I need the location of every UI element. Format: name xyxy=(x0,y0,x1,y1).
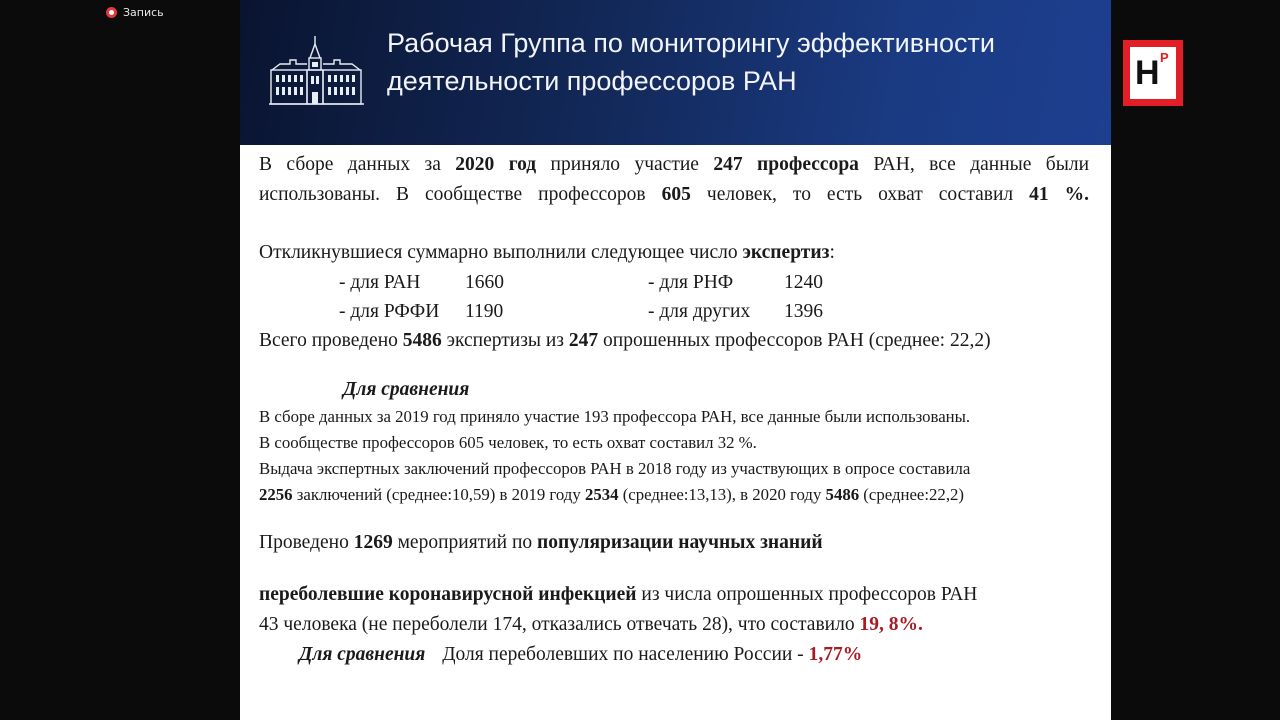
recording-indicator xyxy=(106,6,164,19)
text-run: В сборе данных за xyxy=(259,154,456,175)
comparison-heading: Для сравнения xyxy=(343,379,470,400)
presentation-slide xyxy=(240,0,1111,720)
expertise-label: - для РНФ xyxy=(648,272,734,293)
expertise-value: 1396 xyxy=(784,301,823,322)
channel-logo xyxy=(1123,40,1183,106)
bold-text-run: 247 профессора xyxy=(713,154,859,175)
russia-comparison-line xyxy=(299,640,1089,670)
bold-text-run: 605 xyxy=(661,184,691,205)
text-run: экспертизы из xyxy=(441,330,569,351)
expertise-label: - для РАН xyxy=(339,272,421,293)
comparison-line: В сообществе профессоров 605 человек, то есть охват составил 32 %. xyxy=(259,433,757,452)
comparison-line xyxy=(259,482,1089,508)
bold-text-run: 5486 xyxy=(402,330,442,351)
comparison-label: Для сравнения xyxy=(299,644,426,665)
bold-text-run: 2256 xyxy=(259,485,293,504)
expertise-total-line xyxy=(259,326,1089,356)
russia-percent: 1,77% xyxy=(808,644,863,665)
text-run: мероприятий по xyxy=(392,532,538,553)
expertise-intro xyxy=(259,238,1089,268)
slide-header xyxy=(240,0,1111,145)
bold-text-run: 5486 xyxy=(825,485,860,504)
text-run: РАН, все данные были xyxy=(858,154,1090,175)
text-run: опрошенных профессоров РАН (среднее: 22,2) xyxy=(598,330,991,351)
record-icon xyxy=(106,7,117,18)
text-run: использованы. В сообществе профессоров xyxy=(259,184,662,205)
slide-title-line: деятельности профессоров РАН xyxy=(387,66,797,96)
bold-text-run: 247 xyxy=(568,330,599,351)
recording-label: Запись xyxy=(123,6,164,19)
expertise-row xyxy=(259,268,1089,297)
expertise-label: - для РФФИ xyxy=(339,301,440,322)
expertise-value: 1190 xyxy=(465,301,504,322)
covid-percent: 19, 8%. xyxy=(859,614,923,635)
text-run: Всего проведено xyxy=(259,330,403,351)
text-run: : xyxy=(829,242,835,263)
bold-text-run: 41 %. xyxy=(1029,184,1089,205)
bold-text-run: экспертиз xyxy=(742,242,830,263)
bold-text-run: 1269 xyxy=(353,532,393,553)
text-run: человек, то есть охват составил xyxy=(690,184,1030,205)
slide-title xyxy=(387,24,995,100)
logo-superscript: P xyxy=(1160,50,1169,65)
data-collection-line xyxy=(259,150,1089,180)
text-run: приняло участие xyxy=(536,154,714,175)
bold-text-run: 2020 год xyxy=(455,154,537,175)
expertise-value: 1240 xyxy=(784,272,823,293)
comparison-line: Выдача экспертных заключений профессоров РАН в 2018 году из участвующих в опросе составила xyxy=(259,459,971,478)
russia-comparison-text: Доля переболевших по населению России - xyxy=(442,644,804,665)
comparison-line: В сборе данных за 2019 год приняло участие 193 профессора РАН, все данные были использованы. xyxy=(259,407,971,426)
text-run: из числа опрошенных профессоров РАН xyxy=(636,584,978,605)
text-run: Откликнувшиеся суммарно выполнили следующее число xyxy=(259,242,743,263)
expertise-label: - для других xyxy=(648,301,751,322)
text-run: (среднее:13,13), в 2020 году xyxy=(618,485,826,504)
bold-text-run: 2534 xyxy=(584,485,619,504)
logo-letter: H xyxy=(1135,54,1160,92)
slide-title-line: Рабочая Группа по мониторингу эффективности xyxy=(387,28,995,58)
expertise-row xyxy=(259,297,1089,326)
covid-text: 43 человека (не переболели 174, отказались отвечать 28), что составило xyxy=(259,614,855,635)
covid-line xyxy=(259,610,1089,640)
coverage-line xyxy=(259,180,1089,210)
covid-line xyxy=(259,580,1089,610)
academy-building-icon xyxy=(268,34,366,106)
expertise-value: 1660 xyxy=(465,272,504,293)
text-run: (среднее:22,2) xyxy=(859,485,964,504)
popularization-line xyxy=(259,528,1089,558)
slide-body xyxy=(259,150,1089,670)
bold-text-run: переболевшие коронавирусной инфекцией xyxy=(259,584,637,605)
bold-text-run: популяризации научных знаний xyxy=(537,532,823,553)
text-run: заключений (среднее:10,59) в 2019 году xyxy=(292,485,585,504)
text-run: Проведено xyxy=(259,532,354,553)
